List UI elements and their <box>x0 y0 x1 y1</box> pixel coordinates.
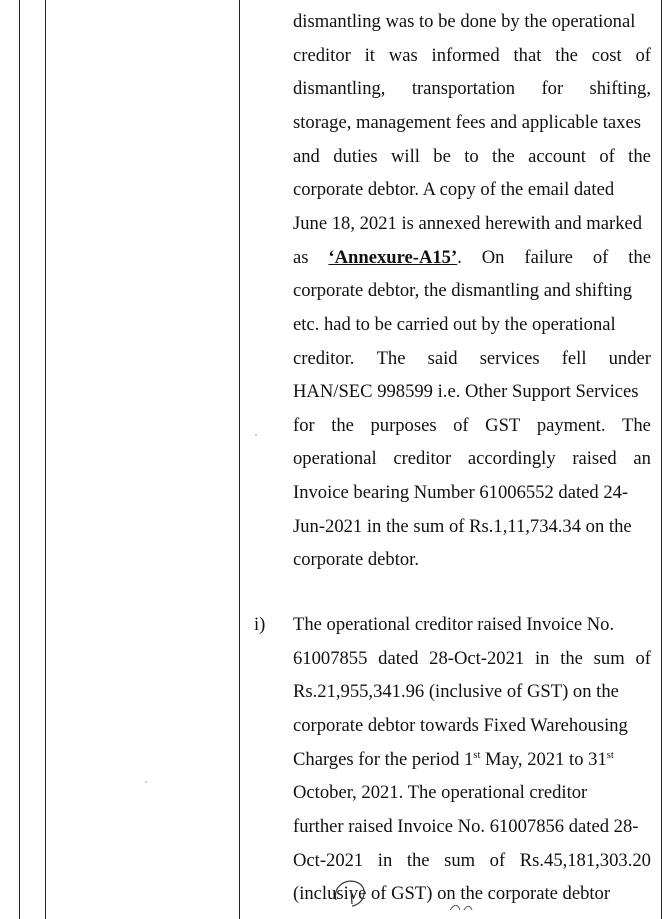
word: an <box>633 448 651 470</box>
line-text: corporate debtor. A copy of the email dated <box>293 179 615 201</box>
text-line <box>293 39 651 73</box>
word: will <box>391 145 420 167</box>
text-line <box>293 409 651 443</box>
word: Oct-2021 <box>293 849 364 871</box>
word: fell <box>561 347 587 369</box>
line-text: corporate debtor towards Fixed Warehousing <box>293 714 628 736</box>
line-text: The operational creditor raised Invoice No. <box>293 614 615 635</box>
word: as <box>293 246 309 268</box>
text-line <box>293 5 651 39</box>
word: and <box>293 145 320 167</box>
word: the <box>555 44 578 66</box>
annexure-reference-line <box>293 241 651 275</box>
line-text: dismantling was to be done by the operational <box>293 11 636 32</box>
text-line <box>293 173 651 207</box>
word: the <box>628 145 651 167</box>
word: of <box>635 44 651 66</box>
word: the <box>331 414 354 436</box>
word: 28-Oct-2021 <box>429 647 525 669</box>
text-line <box>293 476 651 510</box>
word: of <box>489 849 506 871</box>
word: sum <box>593 647 625 669</box>
word: services <box>479 347 540 369</box>
word: the <box>628 246 651 268</box>
word: transportation <box>411 78 516 100</box>
word: The <box>622 414 651 436</box>
text-line-with-superscript <box>293 743 651 777</box>
line-text: further raised Invoice No. 61007856 dated 28- <box>293 815 639 837</box>
table-border-left <box>19 0 20 919</box>
text-line <box>293 375 651 409</box>
ordinal-superscript: st <box>606 749 614 761</box>
word: to <box>464 145 479 167</box>
line-text: May, 2021 to 31 <box>480 748 607 770</box>
line-text: corporate debtor, the dismantling and shifting <box>293 280 633 302</box>
text-line <box>293 608 651 642</box>
text-line <box>293 140 651 174</box>
line-text: October, 2021. The operational creditor <box>293 782 588 804</box>
word: operational <box>293 448 377 470</box>
text-line <box>293 72 651 106</box>
line-text: corporate debtor. <box>293 549 419 571</box>
text-line <box>293 342 651 376</box>
text-line <box>293 543 651 577</box>
word: for <box>293 414 315 436</box>
line-text: etc. had to be carried out by the operational <box>293 313 616 335</box>
column-divider-2 <box>239 0 240 919</box>
text-line <box>293 675 651 709</box>
word: On <box>481 246 505 268</box>
text-line <box>293 776 651 810</box>
word: payment. <box>536 414 606 436</box>
list-marker-i: i) <box>254 614 266 635</box>
word: creditor <box>293 44 351 66</box>
word: be <box>433 145 451 167</box>
word: Rs.45,181,303.20 <box>519 849 651 871</box>
line-text: June 18, 2021 is annexed herewith and marked <box>293 212 643 234</box>
word: of <box>453 414 469 436</box>
word: 61007855 <box>293 647 368 669</box>
text-line <box>293 207 651 241</box>
text-line <box>293 510 651 544</box>
word: the <box>406 849 430 871</box>
word: cost <box>591 44 622 66</box>
word: The <box>376 347 406 369</box>
word: duties <box>333 145 378 167</box>
word: of <box>592 246 609 268</box>
word: it <box>364 44 375 66</box>
word: in <box>377 849 393 871</box>
word: dismantling, <box>293 78 386 100</box>
word: shifting, <box>589 78 651 100</box>
word: was <box>388 44 418 66</box>
annexure-label: ‘Annexure-A15’ <box>328 246 458 268</box>
word: that <box>513 44 542 66</box>
word: informed <box>431 44 500 66</box>
table-border-right <box>661 0 662 919</box>
word: creditor <box>393 448 452 470</box>
word: in <box>534 647 550 669</box>
word: raised <box>572 448 617 470</box>
text-line <box>293 274 651 308</box>
annexure-label-group <box>328 241 461 275</box>
text-line <box>293 442 651 476</box>
word: the <box>560 647 583 669</box>
word: said <box>427 347 458 369</box>
line-text: Invoice bearing Number 61006552 dated 24- <box>293 482 629 504</box>
word: of <box>599 145 615 167</box>
word: GST <box>485 414 521 436</box>
text-line <box>293 106 651 140</box>
word: of <box>635 647 651 669</box>
line-text: storage, management fees and applicable taxes <box>293 111 641 133</box>
column-divider-1 <box>45 0 46 919</box>
word: account <box>528 145 586 167</box>
handwritten-initials <box>330 870 490 919</box>
word: accordingly <box>467 448 556 470</box>
text-line <box>293 709 651 743</box>
text-line <box>293 642 651 676</box>
line-text: Jun-2021 in the sum of Rs.1,11,734.34 on the <box>293 515 632 537</box>
word: under <box>608 347 651 369</box>
word: purposes <box>370 414 437 436</box>
line-text: (inclusive of GST) on the corporate debtor <box>293 883 611 905</box>
ordinal-superscript: st <box>473 749 481 761</box>
word: dated <box>378 647 419 669</box>
text-line <box>293 308 651 342</box>
word: the <box>492 145 515 167</box>
word: for <box>541 78 564 100</box>
text-line <box>293 810 651 844</box>
line-text: HAN/SEC 998599 i.e. Other Support Services <box>293 381 639 403</box>
word: creditor. <box>293 347 355 369</box>
punctuation: . <box>457 246 462 268</box>
word: failure <box>524 246 573 268</box>
line-text: Rs.21,955,341.96 (inclusive of GST) on the <box>293 681 619 703</box>
line-text: Charges for the period 1 <box>293 748 474 770</box>
word: sum <box>444 849 476 871</box>
